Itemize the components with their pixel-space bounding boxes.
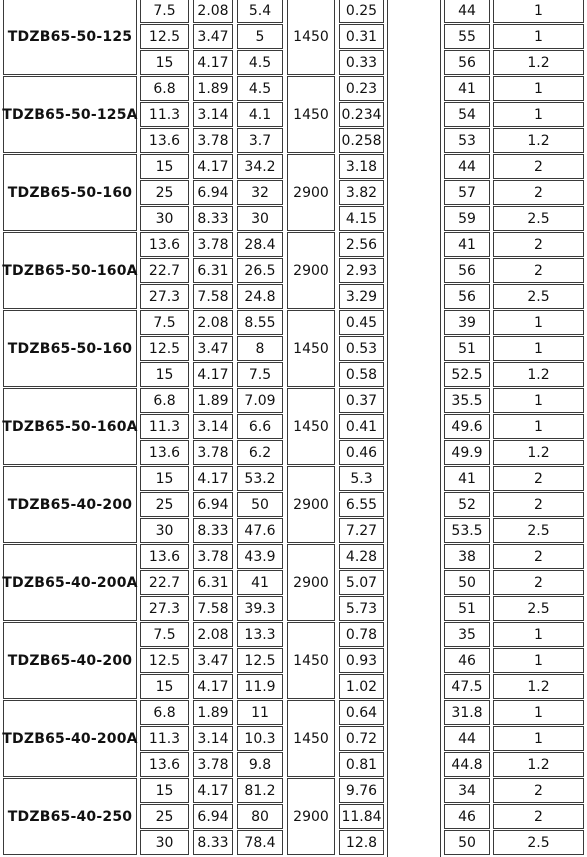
head-cell: 5.4 bbox=[237, 0, 283, 23]
q-m3h-cell: 22.7 bbox=[140, 570, 189, 595]
eff-cell: 54 bbox=[444, 102, 490, 127]
head-cell: 24.8 bbox=[237, 284, 283, 309]
eff-cell: 35.5 bbox=[444, 388, 490, 413]
q-m3h-cell: 12.5 bbox=[140, 24, 189, 49]
npsh-cell: 2 bbox=[493, 544, 584, 569]
column-separator-line bbox=[440, 0, 441, 857]
npsh-cell: 1.2 bbox=[493, 50, 584, 75]
power-cell: 0.33 bbox=[339, 50, 384, 75]
q-ls-cell: 2.08 bbox=[193, 622, 233, 647]
model-cell: TDZB65-40-200 bbox=[3, 466, 137, 543]
power-cell: 0.41 bbox=[339, 414, 384, 439]
q-ls-cell: 4.17 bbox=[193, 154, 233, 179]
power-cell: 3.82 bbox=[339, 180, 384, 205]
eff-cell: 41 bbox=[444, 232, 490, 257]
power-cell: 0.46 bbox=[339, 440, 384, 465]
q-ls-cell: 6.94 bbox=[193, 804, 233, 829]
q-ls-cell: 3.78 bbox=[193, 544, 233, 569]
eff-cell: 50 bbox=[444, 830, 490, 855]
q-m3h-cell: 12.5 bbox=[140, 648, 189, 673]
q-ls-cell: 3.78 bbox=[193, 752, 233, 777]
head-cell: 6.6 bbox=[237, 414, 283, 439]
npsh-cell: 1.2 bbox=[493, 752, 584, 777]
model-cell: TDZB65-50-125 bbox=[3, 0, 137, 75]
npsh-cell: 2.5 bbox=[493, 596, 584, 621]
model-cell: TDZB65-50-125A bbox=[3, 76, 137, 153]
eff-cell: 52 bbox=[444, 492, 490, 517]
power-cell: 11.84 bbox=[339, 804, 384, 829]
power-cell: 7.27 bbox=[339, 518, 384, 543]
power-cell: 0.23 bbox=[339, 76, 384, 101]
power-cell: 0.25 bbox=[339, 0, 384, 23]
power-cell: 0.45 bbox=[339, 310, 384, 335]
head-cell: 12.5 bbox=[237, 648, 283, 673]
eff-cell: 50 bbox=[444, 570, 490, 595]
model-cell: TDZB65-40-200A bbox=[3, 544, 137, 621]
model-cell: TDZB65-40-200A bbox=[3, 700, 137, 777]
eff-cell: 39 bbox=[444, 310, 490, 335]
q-m3h-cell: 13.6 bbox=[140, 440, 189, 465]
q-ls-cell: 2.08 bbox=[193, 0, 233, 23]
eff-cell: 59 bbox=[444, 206, 490, 231]
speed-cell: 2900 bbox=[287, 544, 335, 621]
model-cell: TDZB65-50-160 bbox=[3, 154, 137, 231]
npsh-cell: 2 bbox=[493, 180, 584, 205]
head-cell: 7.5 bbox=[237, 362, 283, 387]
q-m3h-cell: 7.5 bbox=[140, 310, 189, 335]
q-m3h-cell: 22.7 bbox=[140, 258, 189, 283]
q-ls-cell: 3.47 bbox=[193, 336, 233, 361]
npsh-cell: 2.5 bbox=[493, 518, 584, 543]
q-m3h-cell: 15 bbox=[140, 778, 189, 803]
q-m3h-cell: 13.6 bbox=[140, 544, 189, 569]
eff-cell: 49.6 bbox=[444, 414, 490, 439]
q-ls-cell: 6.94 bbox=[193, 492, 233, 517]
power-cell: 5.73 bbox=[339, 596, 384, 621]
q-m3h-cell: 15 bbox=[140, 362, 189, 387]
eff-cell: 49.9 bbox=[444, 440, 490, 465]
head-cell: 53.2 bbox=[237, 466, 283, 491]
model-cell: TDZB65-50-160A bbox=[3, 232, 137, 309]
q-m3h-cell: 6.8 bbox=[140, 76, 189, 101]
npsh-cell: 1 bbox=[493, 336, 584, 361]
q-ls-cell: 8.33 bbox=[193, 518, 233, 543]
power-cell: 0.93 bbox=[339, 648, 384, 673]
eff-cell: 51 bbox=[444, 336, 490, 361]
q-ls-cell: 4.17 bbox=[193, 778, 233, 803]
npsh-cell: 1.2 bbox=[493, 674, 584, 699]
head-cell: 34.2 bbox=[237, 154, 283, 179]
power-cell: 0.37 bbox=[339, 388, 384, 413]
head-cell: 32 bbox=[237, 180, 283, 205]
head-cell: 4.1 bbox=[237, 102, 283, 127]
npsh-cell: 2 bbox=[493, 492, 584, 517]
npsh-cell: 1 bbox=[493, 0, 584, 23]
npsh-cell: 1 bbox=[493, 310, 584, 335]
q-ls-cell: 3.14 bbox=[193, 102, 233, 127]
eff-cell: 44 bbox=[444, 0, 490, 23]
power-cell: 2.93 bbox=[339, 258, 384, 283]
q-m3h-cell: 11.3 bbox=[140, 102, 189, 127]
eff-cell: 44 bbox=[444, 726, 490, 751]
head-cell: 7.09 bbox=[237, 388, 283, 413]
q-m3h-cell: 15 bbox=[140, 154, 189, 179]
eff-cell: 56 bbox=[444, 284, 490, 309]
speed-cell: 1450 bbox=[287, 622, 335, 699]
npsh-cell: 1 bbox=[493, 76, 584, 101]
power-cell: 6.55 bbox=[339, 492, 384, 517]
q-ls-cell: 4.17 bbox=[193, 466, 233, 491]
model-cell: TDZB65-50-160 bbox=[3, 310, 137, 387]
q-ls-cell: 4.17 bbox=[193, 50, 233, 75]
eff-cell: 44 bbox=[444, 154, 490, 179]
speed-cell: 1450 bbox=[287, 700, 335, 777]
q-m3h-cell: 12.5 bbox=[140, 336, 189, 361]
head-cell: 6.2 bbox=[237, 440, 283, 465]
q-ls-cell: 3.47 bbox=[193, 648, 233, 673]
npsh-cell: 2 bbox=[493, 258, 584, 283]
head-cell: 10.3 bbox=[237, 726, 283, 751]
eff-cell: 34 bbox=[444, 778, 490, 803]
head-cell: 26.5 bbox=[237, 258, 283, 283]
power-cell: 5.07 bbox=[339, 570, 384, 595]
head-cell: 39.3 bbox=[237, 596, 283, 621]
power-cell: 0.81 bbox=[339, 752, 384, 777]
q-ls-cell: 7.58 bbox=[193, 596, 233, 621]
q-ls-cell: 1.89 bbox=[193, 700, 233, 725]
power-cell: 0.234 bbox=[339, 102, 384, 127]
npsh-cell: 1 bbox=[493, 726, 584, 751]
npsh-cell: 1 bbox=[493, 24, 584, 49]
power-cell: 5.3 bbox=[339, 466, 384, 491]
npsh-cell: 2 bbox=[493, 570, 584, 595]
power-cell: 0.64 bbox=[339, 700, 384, 725]
head-cell: 4.5 bbox=[237, 76, 283, 101]
power-cell: 0.53 bbox=[339, 336, 384, 361]
model-cell: TDZB65-50-160A bbox=[3, 388, 137, 465]
npsh-cell: 2 bbox=[493, 466, 584, 491]
q-ls-cell: 3.78 bbox=[193, 128, 233, 153]
q-ls-cell: 3.14 bbox=[193, 414, 233, 439]
head-cell: 41 bbox=[237, 570, 283, 595]
head-cell: 28.4 bbox=[237, 232, 283, 257]
speed-cell: 2900 bbox=[287, 154, 335, 231]
q-ls-cell: 2.08 bbox=[193, 310, 233, 335]
npsh-cell: 1 bbox=[493, 102, 584, 127]
q-m3h-cell: 7.5 bbox=[140, 622, 189, 647]
q-ls-cell: 4.17 bbox=[193, 674, 233, 699]
q-m3h-cell: 13.6 bbox=[140, 128, 189, 153]
eff-cell: 47.5 bbox=[444, 674, 490, 699]
eff-cell: 52.5 bbox=[444, 362, 490, 387]
npsh-cell: 2 bbox=[493, 778, 584, 803]
q-m3h-cell: 7.5 bbox=[140, 0, 189, 23]
q-m3h-cell: 15 bbox=[140, 674, 189, 699]
q-m3h-cell: 13.6 bbox=[140, 232, 189, 257]
npsh-cell: 1 bbox=[493, 622, 584, 647]
head-cell: 8.55 bbox=[237, 310, 283, 335]
speed-cell: 2900 bbox=[287, 778, 335, 855]
power-cell: 3.29 bbox=[339, 284, 384, 309]
speed-cell: 1450 bbox=[287, 76, 335, 153]
power-cell: 0.58 bbox=[339, 362, 384, 387]
q-m3h-cell: 13.6 bbox=[140, 752, 189, 777]
npsh-cell: 2 bbox=[493, 804, 584, 829]
eff-cell: 56 bbox=[444, 258, 490, 283]
head-cell: 8 bbox=[237, 336, 283, 361]
speed-cell: 1450 bbox=[287, 310, 335, 387]
q-ls-cell: 3.14 bbox=[193, 726, 233, 751]
eff-cell: 41 bbox=[444, 466, 490, 491]
npsh-cell: 2.5 bbox=[493, 284, 584, 309]
q-ls-cell: 4.17 bbox=[193, 362, 233, 387]
head-cell: 80 bbox=[237, 804, 283, 829]
eff-cell: 44.8 bbox=[444, 752, 490, 777]
q-ls-cell: 6.31 bbox=[193, 258, 233, 283]
q-ls-cell: 3.78 bbox=[193, 232, 233, 257]
q-m3h-cell: 11.3 bbox=[140, 726, 189, 751]
head-cell: 9.8 bbox=[237, 752, 283, 777]
eff-cell: 51 bbox=[444, 596, 490, 621]
npsh-cell: 1 bbox=[493, 388, 584, 413]
head-cell: 3.7 bbox=[237, 128, 283, 153]
eff-cell: 38 bbox=[444, 544, 490, 569]
q-ls-cell: 3.78 bbox=[193, 440, 233, 465]
q-ls-cell: 1.89 bbox=[193, 388, 233, 413]
head-cell: 4.5 bbox=[237, 50, 283, 75]
power-cell: 4.28 bbox=[339, 544, 384, 569]
speed-cell: 1450 bbox=[287, 388, 335, 465]
q-m3h-cell: 30 bbox=[140, 830, 189, 855]
npsh-cell: 1.2 bbox=[493, 362, 584, 387]
q-ls-cell: 8.33 bbox=[193, 206, 233, 231]
npsh-cell: 1.2 bbox=[493, 440, 584, 465]
q-m3h-cell: 6.8 bbox=[140, 388, 189, 413]
column-separator-line bbox=[387, 0, 388, 857]
power-cell: 12.8 bbox=[339, 830, 384, 855]
head-cell: 11 bbox=[237, 700, 283, 725]
q-m3h-cell: 30 bbox=[140, 518, 189, 543]
q-ls-cell: 6.31 bbox=[193, 570, 233, 595]
q-m3h-cell: 27.3 bbox=[140, 596, 189, 621]
q-ls-cell: 7.58 bbox=[193, 284, 233, 309]
power-cell: 0.72 bbox=[339, 726, 384, 751]
npsh-cell: 1 bbox=[493, 414, 584, 439]
power-cell: 3.18 bbox=[339, 154, 384, 179]
model-cell: TDZB65-40-250 bbox=[3, 778, 137, 855]
head-cell: 11.9 bbox=[237, 674, 283, 699]
q-m3h-cell: 11.3 bbox=[140, 414, 189, 439]
head-cell: 81.2 bbox=[237, 778, 283, 803]
head-cell: 50 bbox=[237, 492, 283, 517]
q-m3h-cell: 27.3 bbox=[140, 284, 189, 309]
q-m3h-cell: 15 bbox=[140, 466, 189, 491]
q-m3h-cell: 25 bbox=[140, 804, 189, 829]
npsh-cell: 2 bbox=[493, 154, 584, 179]
head-cell: 13.3 bbox=[237, 622, 283, 647]
q-m3h-cell: 25 bbox=[140, 180, 189, 205]
eff-cell: 35 bbox=[444, 622, 490, 647]
eff-cell: 46 bbox=[444, 804, 490, 829]
q-m3h-cell: 30 bbox=[140, 206, 189, 231]
speed-cell: 2900 bbox=[287, 466, 335, 543]
power-cell: 0.31 bbox=[339, 24, 384, 49]
speed-cell: 2900 bbox=[287, 232, 335, 309]
npsh-cell: 2.5 bbox=[493, 206, 584, 231]
q-ls-cell: 6.94 bbox=[193, 180, 233, 205]
head-cell: 47.6 bbox=[237, 518, 283, 543]
power-cell: 9.76 bbox=[339, 778, 384, 803]
eff-cell: 56 bbox=[444, 50, 490, 75]
q-m3h-cell: 6.8 bbox=[140, 700, 189, 725]
eff-cell: 53.5 bbox=[444, 518, 490, 543]
npsh-cell: 1.2 bbox=[493, 128, 584, 153]
q-ls-cell: 8.33 bbox=[193, 830, 233, 855]
eff-cell: 31.8 bbox=[444, 700, 490, 725]
power-cell: 2.56 bbox=[339, 232, 384, 257]
power-cell: 0.258 bbox=[339, 128, 384, 153]
head-cell: 43.9 bbox=[237, 544, 283, 569]
head-cell: 5 bbox=[237, 24, 283, 49]
eff-cell: 55 bbox=[444, 24, 490, 49]
eff-cell: 41 bbox=[444, 76, 490, 101]
eff-cell: 46 bbox=[444, 648, 490, 673]
power-cell: 4.15 bbox=[339, 206, 384, 231]
npsh-cell: 1 bbox=[493, 648, 584, 673]
head-cell: 78.4 bbox=[237, 830, 283, 855]
npsh-cell: 2 bbox=[493, 232, 584, 257]
npsh-cell: 1 bbox=[493, 700, 584, 725]
q-ls-cell: 1.89 bbox=[193, 76, 233, 101]
power-cell: 1.02 bbox=[339, 674, 384, 699]
eff-cell: 57 bbox=[444, 180, 490, 205]
q-ls-cell: 3.47 bbox=[193, 24, 233, 49]
npsh-cell: 2.5 bbox=[493, 830, 584, 855]
power-cell: 0.78 bbox=[339, 622, 384, 647]
head-cell: 30 bbox=[237, 206, 283, 231]
q-m3h-cell: 25 bbox=[140, 492, 189, 517]
eff-cell: 53 bbox=[444, 128, 490, 153]
speed-cell: 1450 bbox=[287, 0, 335, 75]
model-cell: TDZB65-40-200 bbox=[3, 622, 137, 699]
q-m3h-cell: 15 bbox=[140, 50, 189, 75]
